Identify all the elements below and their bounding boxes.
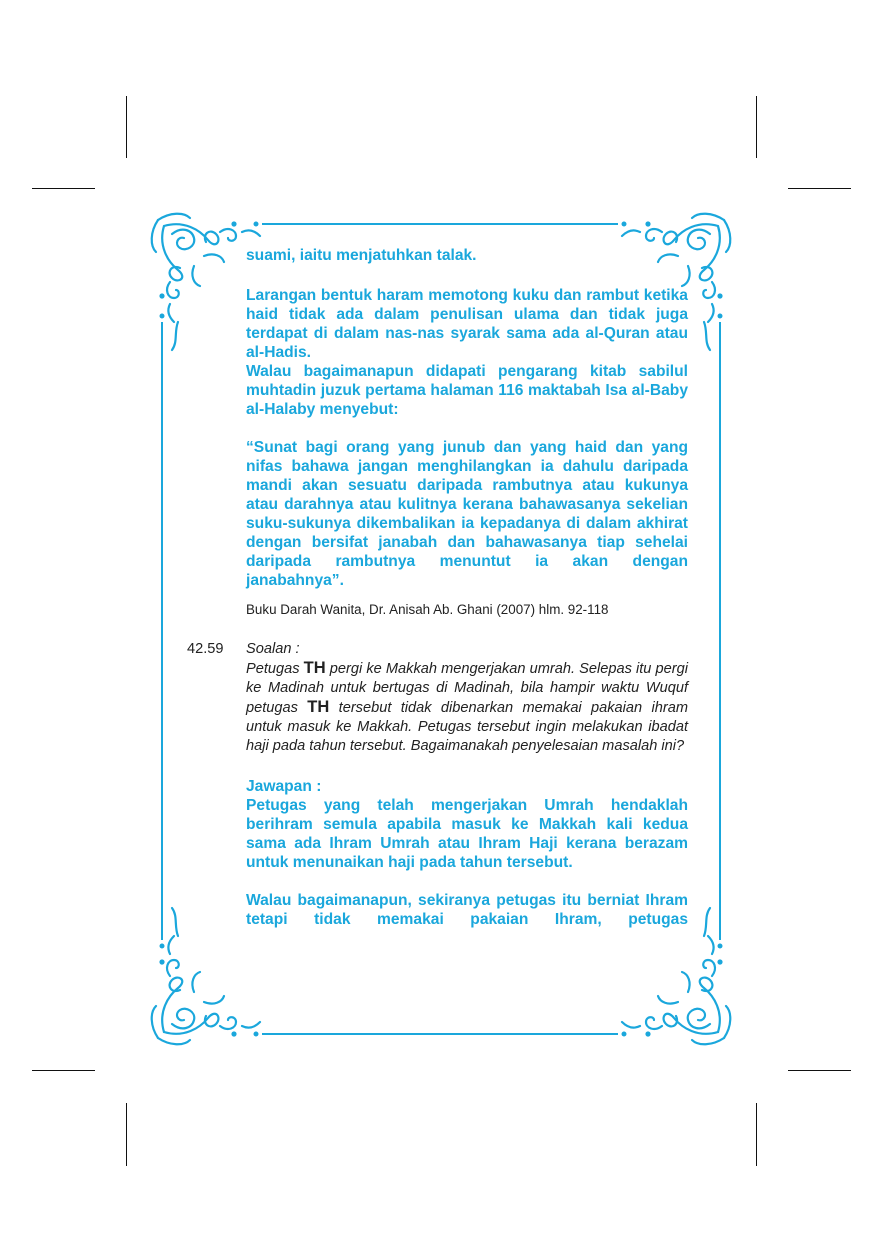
- answer-paragraph-2: Walau bagaimanapun, sekiranya petugas itu berniat Ihram tetapi tidak memakai pakaian Ihram, petugas: [246, 892, 688, 928]
- question-number: 42.59: [187, 641, 224, 657]
- paragraph-larangan: Larangan bentuk haram memotong kuku dan rambut ketika haid tidak ada dalam penulisan ulama dan tidak juga terdapat di dalam nas-nas syarak sama ada al-Quran atau al-Hadis.: [246, 287, 688, 361]
- question-block: [187, 640, 688, 756]
- paragraph-sabilul-muhtadin: Walau bagaimanapun didapati pengarang kitab sabilul muhtadin juzuk pertama halaman 116 maktabah Isa al-Baby al-Halaby menyebut:: [246, 363, 688, 418]
- paragraph-quotation: “Sunat bagi orang yang junub dan yang haid dan yang nifas bahawa jangan menghilangkan ia dahulu daripada mandi akan sesuatu daripada rambutnya atau kukunya atau darahnya atau kulitnya kerana bahawasanya sekelian suku-sukunya dikembalikan ia kepadanya di dalam akhirat dengan bersifat janabah dan bahawasanya tiap sehelai daripada rambutnya menuntut ia akan dengan janabahnya”.: [246, 439, 688, 589]
- page-content: [187, 246, 688, 929]
- question-text: Petugas TH pergi ke Makkah mengerjakan umrah. Selepas itu pergi ke Madinah untuk bertugas di Madinah, bila hampir waktu Wuquf petugas TH tersebut tidak dibenarkan memakai pakaian ihram untuk masuk ke Makkah. Petugas tersebut ingin melakukan ibadat haji pada tahun tersebut. Bagaimanakah penyelesaian masalah ini?: [246, 659, 688, 754]
- answer-label: Jawapan :: [246, 778, 322, 795]
- th-abbreviation: TH: [303, 659, 326, 677]
- th-abbreviation: TH: [307, 698, 330, 716]
- answer-paragraph-1: Petugas yang telah mengerjakan Umrah hendaklah berihram semula apabila masuk ke Makkah kali kedua sama ada Ihram Umrah atau Ihram Haji kerana berazam untuk menunaikan haji pada tahun tersebut.: [246, 797, 688, 871]
- reference-citation: Buku Darah Wanita, Dr. Anisah Ab. Ghani (2007) hlm. 92-118: [246, 602, 609, 617]
- corner-ornament-top-left: [152, 214, 260, 350]
- paragraph-talak: suami, iaitu menjatuhkan talak.: [246, 247, 477, 264]
- question-label: Soalan :: [246, 641, 300, 657]
- corner-ornament-bottom-left: [152, 908, 260, 1044]
